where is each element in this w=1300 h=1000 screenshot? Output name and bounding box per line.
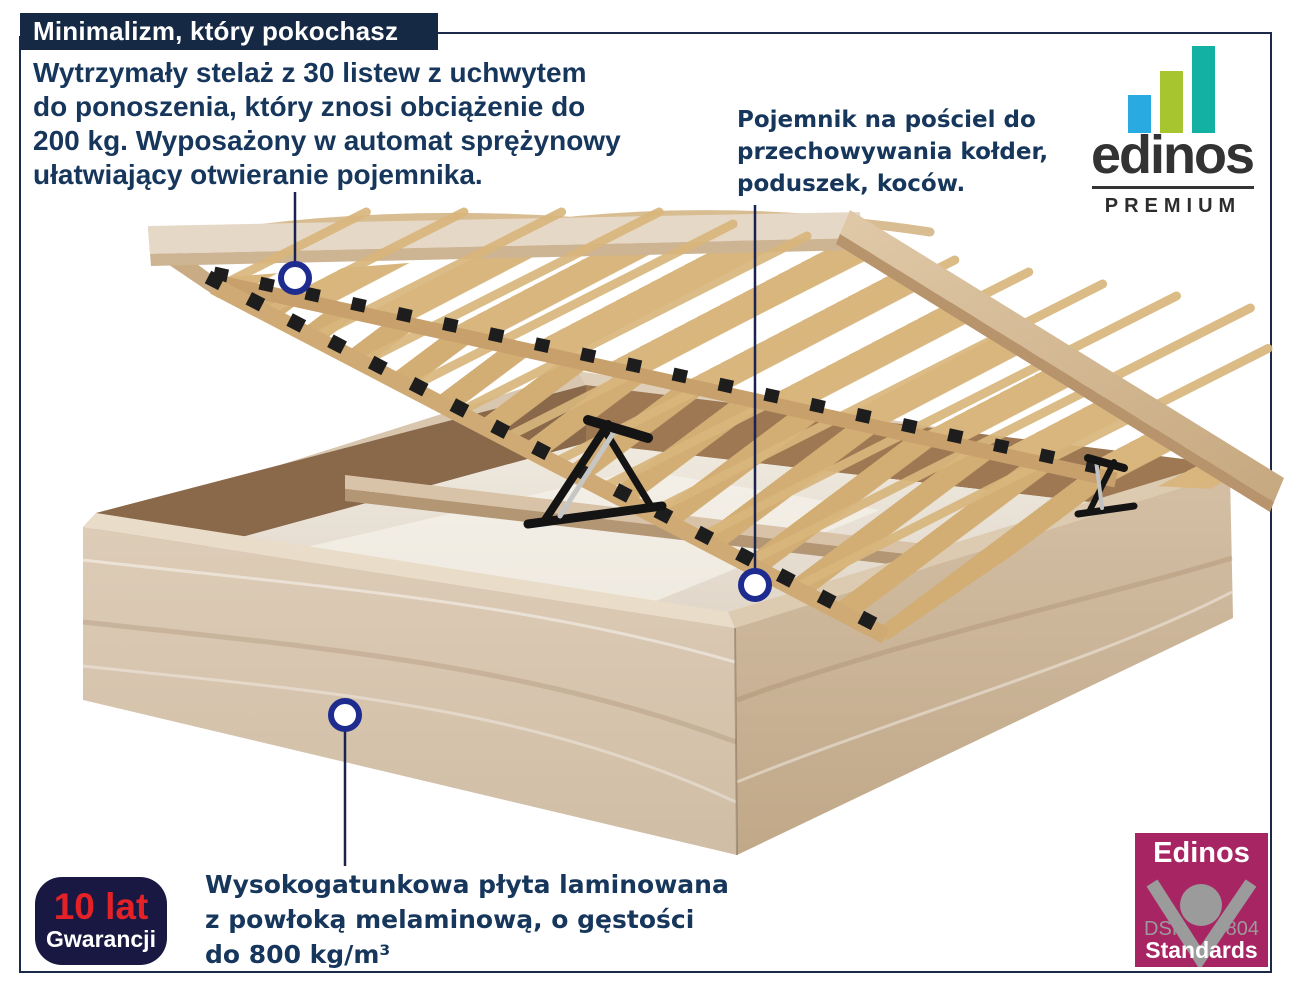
- callout-text-board-line: do 800 kg/m³: [205, 940, 391, 969]
- callout-text-board-line: z powłoką melaminową, o gęstości: [205, 905, 695, 934]
- brand-name: edinos: [1090, 125, 1254, 185]
- standards-number: 804: [1225, 918, 1259, 940]
- standards-dsi: DSI: [1144, 918, 1178, 940]
- callout-text-frame-line: 200 kg. Wyposażony w automat sprężynowy: [33, 125, 621, 156]
- standards-word: Standards: [1145, 937, 1258, 963]
- headline-banner: Minimalizm, który pokochasz: [20, 13, 438, 50]
- standards-badge: [1135, 833, 1268, 967]
- callout-text-container-line: poduszek, koców.: [737, 171, 966, 197]
- callout-marker-container: [741, 571, 769, 599]
- brand-tier-label: PREMIUM: [1104, 195, 1242, 217]
- guarantee-word: Gwarancji: [46, 926, 156, 952]
- callout-text-frame-line: do ponoszenia, który znosi obciążenie do: [33, 91, 586, 122]
- standards-brand: Edinos: [1153, 837, 1250, 869]
- guarantee-years: 10 lat: [53, 886, 149, 927]
- callout-text-frame-line: Wytrzymały stelaż z 30 listew z uchwytem: [33, 57, 587, 88]
- callout-text-container-line: przechowywania kołder,: [737, 139, 1049, 165]
- callout-text-container-line: Pojemnik na pościel do: [737, 107, 1036, 133]
- callout-marker-board: [331, 701, 359, 729]
- callout-marker-frame: [281, 264, 309, 292]
- callout-text-board-line: Wysokogatunkowa płyta laminowana: [205, 870, 729, 899]
- callout-text-frame-line: ułatwiający otwieranie pojemnika.: [33, 159, 483, 190]
